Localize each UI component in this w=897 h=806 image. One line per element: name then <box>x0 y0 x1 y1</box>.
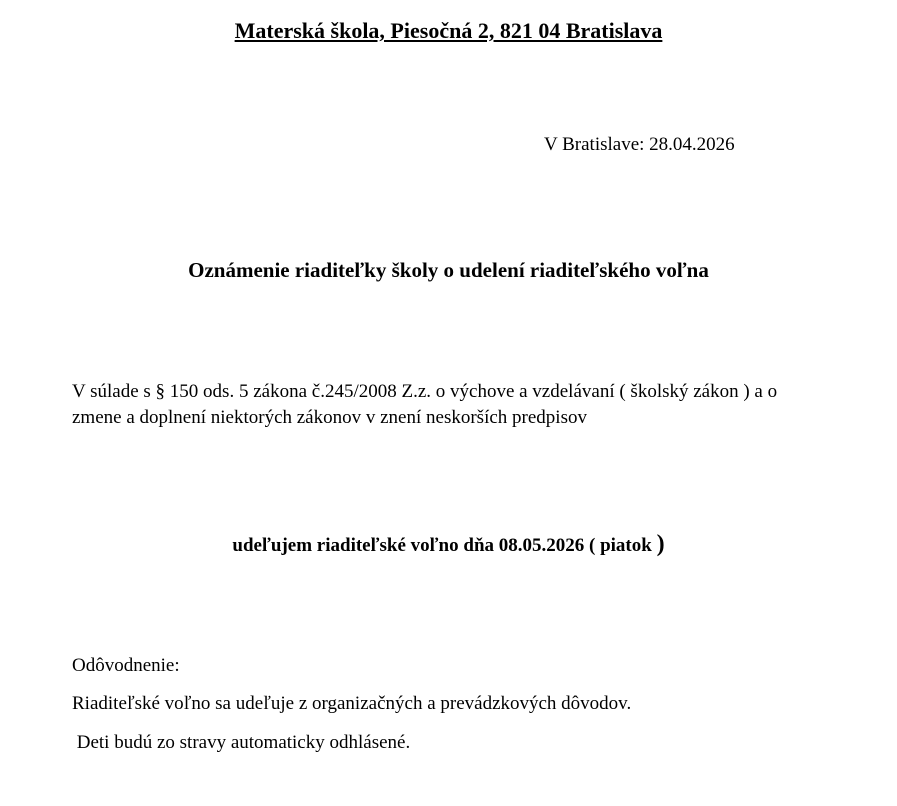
decision-statement <box>0 530 897 560</box>
school-header: Materská škola, Piesočná 2, 821 04 Bratislava <box>234 18 663 43</box>
place-date: V Bratislave: 28.04.2026 <box>544 134 735 155</box>
decision-text: udeľujem riaditeľské voľno dňa 08.05.2026 ( piatok <box>232 535 657 556</box>
reasoning-heading: Odôvodnenie: <box>72 655 180 676</box>
reasoning-line-2: Deti budú zo stravy automaticky odhlásené. <box>72 732 411 753</box>
legal-basis-paragraph <box>72 379 842 431</box>
legal-basis-line-1: V súlade s § 150 ods. 5 zákona č.245/2008 Z.z. o výchove a vzdelávaní ( školský zákon ) a o <box>72 381 778 402</box>
legal-basis-line-2: zmene a doplnení niektorých zákonov v znení neskorších predpisov <box>72 407 587 428</box>
decision-closing-paren: ) <box>656 531 665 557</box>
reasoning-line-1: Riaditeľské voľno sa udeľuje z organizačných a prevádzkových dôvodov. <box>72 693 632 714</box>
document-title: Oznámenie riaditeľky školy o udelení riaditeľského voľna <box>188 258 709 282</box>
